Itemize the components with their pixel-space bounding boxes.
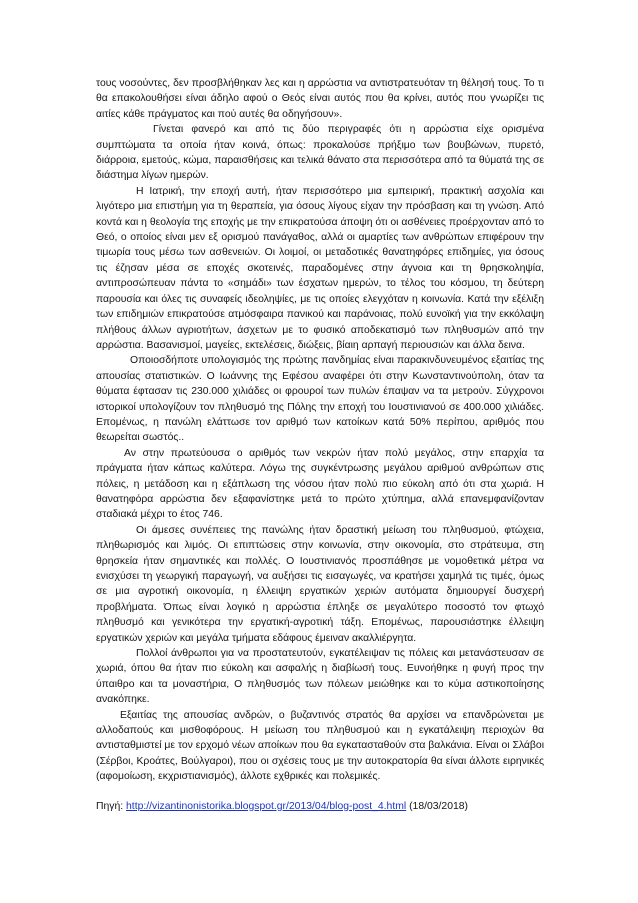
paragraph-4: Οποιοσδήποτε υπολογισμός της πρώτης πανδημίας είναι παρακινδυνευμένος εξαιτίας της απουσίας στατιστικών. Ο Ιωάννης της Εφέσου αναφέρει ότι στην Κωνσταντινούπολη, όταν τα θύματα έφτασαν τις 230.000 χιλιάδες οι φρουροί των πυλών έπαψαν να τα μετρούν. Σύγχρονοι ιστορικοί υπολογίζουν τον πληθυσμό της Πόλης την εποχή του Ιουστινιανού σε 400.000 χιλιάδες. Επομένως, η πανώλη ελάττωσε τον αριθμό των κατοίκων κατά 50% περίπου, αριθμός που θεωρείται σωστός.. (96, 355, 544, 444)
paragraph-2: Γίνεται φανερό και από τις δύο περιγραφές ότι η αρρώστια είχε ορισμένα συμπτώματα τα οποία ήταν κοινά, όπως: προκαλούσε πρήξιμο των βουβώνων, πυρετό, διάρροια, εμετούς, κώμα, παραισθήσεις και τελικά θάνατο στα περισσότερα από τα θύματά της σε διάστημα λίγων ημερών. (96, 124, 544, 182)
source-label: Πηγή: (96, 800, 127, 812)
source-citation (96, 799, 544, 814)
paragraph-5: Αν στην πρωτεύουσα ο αριθμός των νεκρών ήταν πολύ μεγάλος, στην επαρχία τα πράγματα ήταν κάπως καλύτερα. Λόγω της συγκέντρωσης μεγάλου αριθμού ανθρώπων στις πόλεις, η μετάδοση και η εξάπλωση της νόσου ήταν πολύ πιο εύκολη από ότι στα χωριά. Η θανατηφόρα αρρώστια δεν εξαφανίστηκε μετά το πρώτο χτύπημα, αλλά επανεμφανίζονταν σταδιακά μέχρι το έτος 746. (96, 447, 544, 521)
source-link[interactable]: http://vizantinonistorika.blogspot.gr/2013/04/blog-post_4.html (126, 800, 407, 812)
paragraph-3: Η Ιατρική, την εποχή αυτή, ήταν περισσότερο μια εμπειρική, πρακτική ασχολία και λιγότερο μια επιστήμη για τη θεραπεία, για όσους λίγους είχαν την πρόσβαση και τη γνώση. Από κοντά και η θεολογία της εποχής με την επικρατούσα άποψη ότι οι ασθένειες προέρχονταν από το Θεό, ο οποίος είναι μεν εξ ορισμού πανάγαθος, αλλά οι αμαρτίες των ανθρώπων επιφέρουν την τιμωρία τους μέσω των ασθενειών. Οι λοιμοί, οι μεταδοτικές θανατηφόρες επιδημίες, για όσους τις έζησαν μέσα σε εποχές σκοτεινές, παραδομένες στην άγνοια και τη θρησκοληψία, αντιπροσώπευαν πάντα το «σημάδι» των έσχατων ημερών, το τέλος του κόσμου, τη δεύτερη παρουσία και όλες τις συναφείς ιδεοληψίες, με τις οποίες ελεγχόταν η κοινωνία. Κατά την εξέλιξη των επιδημιών επικρατούσε ατμόσφαιρα πανικού και παράνοιας, πολύ ευνοϊκή για την εκκόλαψη πλήθους άλλων αγριοτήτων, άσχετων με το φυσικό αποδεκατισμό των πληθυσμών από την αρρώστια. Βασανισμοί, μαγείες, εκτελέσεις, διώξεις, βίαιη αρπαγή περιουσιών και άλλα δεινα. (96, 185, 544, 351)
paragraph-6: Οι άμεσες συνέπειες της πανώλης ήταν δραστική μείωση του πληθυσμού, φτώχεια, πληθωρισμός και λιμός. Οι επιπτώσεις στην κοινωνία, στην οικονομία, στο στράτευμα, στη θρησκεία ήταν σημαντικές και πολλές. Ο Ιουστινιανός προσπάθησε με νομοθετικά μέτρα να ενισχύσει τη γεωργική παραγωγή, να αυξήσει τις εισαγωγές, να κρατήσει χαμηλά τις τιμές, όμως σε μια αγροτική οικονομία, η έλλειψη εργατικών χεριών αυτόματα δημιουργεί δυσχερή προβλήματα. Όπως είναι λογικό η αρρώστια έπληξε σε μεγαλύτερο ποσοστό τον φτωχό πληθυσμό και γενικότερα την εργατική-αγροτική τάξη. Επομένως, παρουσιάστηκε έλλειψη εργατικών χεριών και μεγάλα τμήματα εδάφους έμειναν ακαλλιέργητα. (96, 524, 544, 644)
document-page (96, 76, 544, 814)
paragraph-1: τους νοσούντες, δεν προσβλήθηκαν λες και η αρρώστια να αντιστρατευόταν τη θέλησή τους. Το τι θα επακολουθήσει είναι άδηλο αφού ο Θεός είναι αυτός που θα κρίνει, αυτός που γνωρίζει τις αιτίες κάθε πράγματος και πού αυτές θα οδηγήσουν». (96, 78, 544, 120)
paragraph-7: Πολλοί άνθρωποι για να προστατευτούν, εγκατέλειψαν τις πόλεις και μετανάστευσαν σε χωριά, όπου θα ήταν πιο εύκολη και ασφαλής η διαβίωσή τους. Ευνοήθηκε η φυγή προς την ύπαιθρο και τα μοναστήρια, Ο πληθυσμός των πόλεων μειώθηκε και το κύμα αστικοποίησης ανακόπηκε. (96, 648, 544, 706)
paragraph-8: Εξαιτίας της απουσίας ανδρών, ο βυζαντινός στρατός θα αρχίσει να επανδρώνεται με αλλοδαπούς και μισθοφόρους. Η μείωση του πληθυσμού και η εγκατάλειψη περιοχών θα αντισταθμιστεί με τον ερχομό νέων αποίκων που θα εγκατασταθούν στα βαλκάνια. Είναι οι Σλάβοι (Σέρβοι, Κροάτες, Βούλγαροι), που οι σχέσεις τους με την αυτοκρατορία θα είναι άλλοτε ειρηνικές (αφομοίωση, εκχριστιανισμός), άλλοτε εχθρικές και πολεμικές. (96, 709, 544, 783)
source-date: (18/03/2018) (406, 800, 468, 812)
